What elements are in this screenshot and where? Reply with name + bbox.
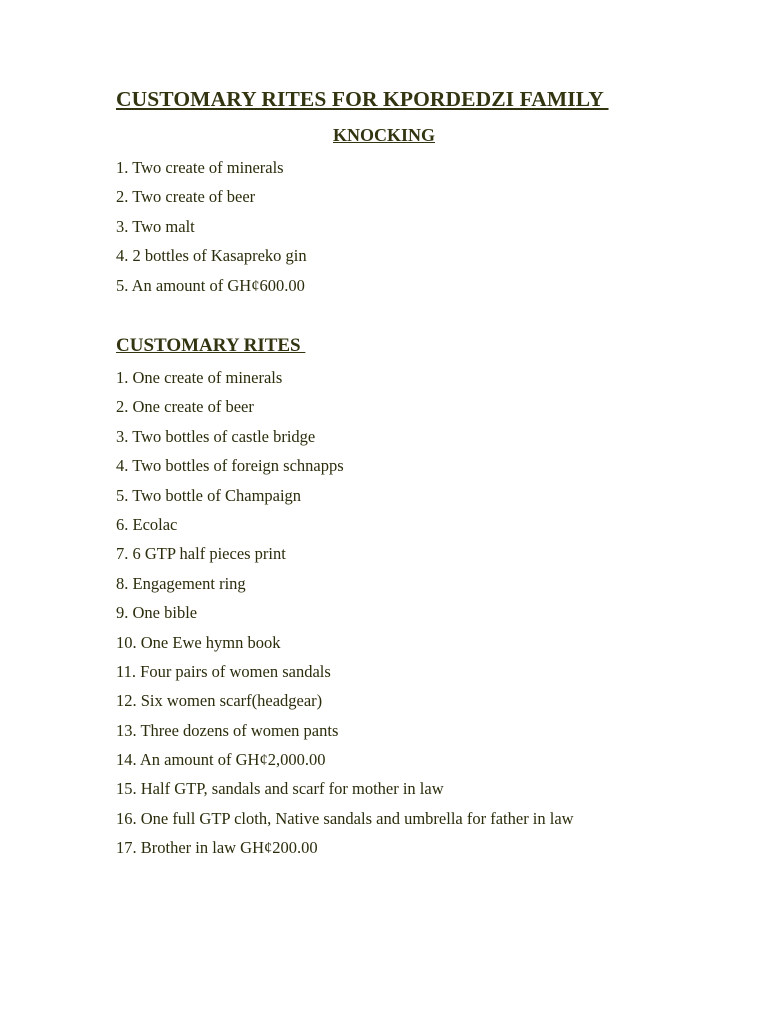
list-item: 2. One create of beer bbox=[116, 397, 254, 417]
list-item: 11. Four pairs of women sandals bbox=[116, 661, 331, 681]
list-item: 3. Two bottles of castle bridge bbox=[116, 426, 316, 446]
list-item: 14. An amount of GH¢2,000.00 bbox=[116, 750, 326, 770]
list-item: 15. Half GTP, sandals and scarf for mother in law bbox=[116, 779, 444, 799]
customary-rites-heading: CUSTOMARY RITES bbox=[116, 335, 306, 356]
list-item: 4. 2 bottles of Kasapreko gin bbox=[116, 246, 307, 266]
list-item: 6. Ecolac bbox=[116, 514, 178, 534]
list-item: 13. Three dozens of women pants bbox=[116, 720, 339, 740]
list-item: 1. Two create of minerals bbox=[116, 158, 284, 177]
list-item: 5. Two bottle of Champaign bbox=[116, 485, 302, 505]
knocking-heading: KNOCKING bbox=[332, 125, 435, 145]
list-item: 16. One full GTP cloth, Native sandals and umbrella for father in law bbox=[116, 808, 574, 828]
list-item: 1. One create of minerals bbox=[116, 368, 283, 387]
list-item: 8. Engagement ring bbox=[116, 573, 246, 593]
document-title: CUSTOMARY RITES FOR KPORDEDZI FAMILY bbox=[116, 87, 609, 111]
list-item: 9. One bible bbox=[116, 603, 198, 623]
list-item: 5. An amount of GH¢600.00 bbox=[116, 275, 305, 295]
knocking-list bbox=[116, 158, 307, 305]
list-item: 17. Brother in law GH¢200.00 bbox=[116, 838, 318, 858]
list-item: 10. One Ewe hymn book bbox=[116, 632, 281, 652]
list-item: 2. Two create of beer bbox=[116, 187, 256, 207]
list-item: 4. Two bottles of foreign schnapps bbox=[116, 456, 344, 476]
list-item: 12. Six women scarf(headgear) bbox=[116, 691, 323, 711]
customary-rites-list bbox=[116, 368, 574, 868]
list-item: 7. 6 GTP half pieces print bbox=[116, 544, 286, 564]
list-item: 3. Two malt bbox=[116, 216, 195, 236]
